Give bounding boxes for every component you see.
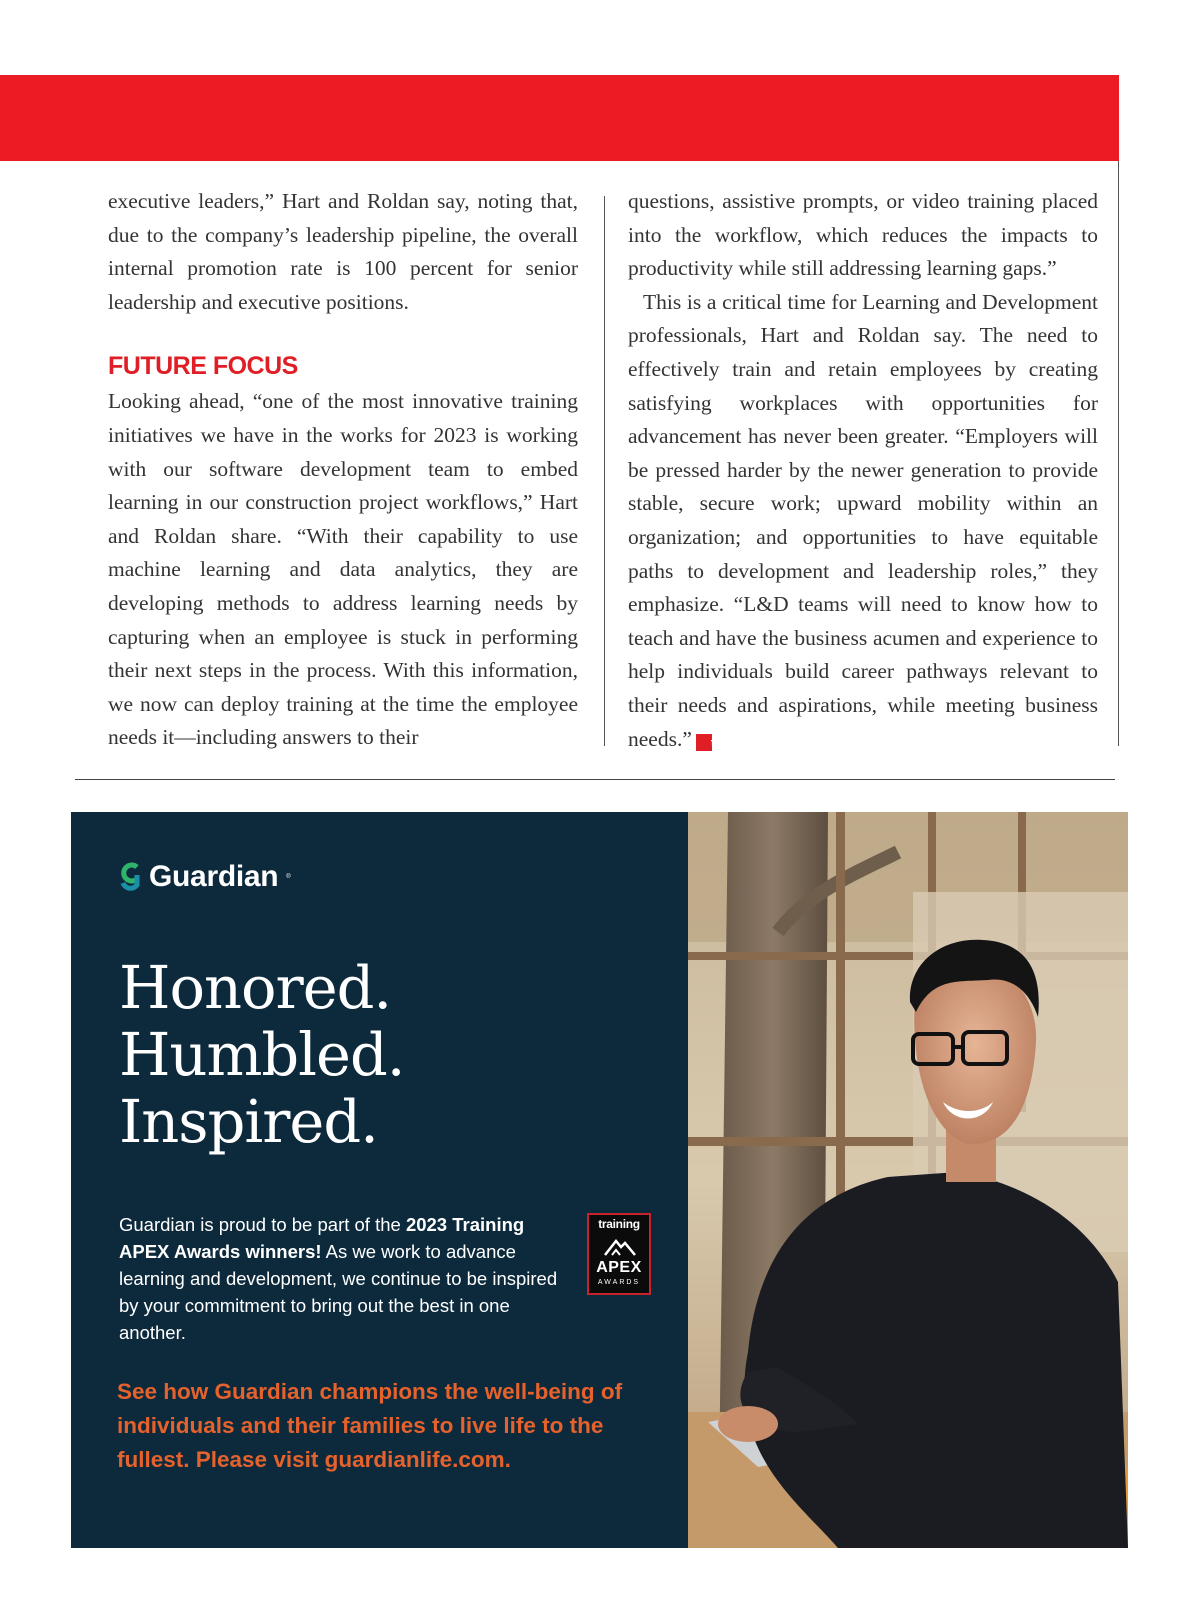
article-paragraph: Looking ahead, “one of the most innovative training initiatives we have in the works for 2023 is working with our software development team to embed learning in our construction project workflows,” Hart and Roldan share. “With their capability to use machine learning and data analytics, they are developing methods to address learning needs by capturing when an employee is stuck in performing their next steps in the process. With this information, we now can deploy training at the time the employee needs it—including answers to their xyxy=(108,389,578,750)
training-apex-awards-badge xyxy=(587,1213,651,1295)
page-divider xyxy=(75,779,1115,780)
article-left-column xyxy=(108,185,578,755)
mountain-icon xyxy=(603,1235,637,1257)
ad-call-to-action: See how Guardian champions the well-being of individuals and their families to live life to the fullest. Please visit guardianlife.com. xyxy=(117,1379,623,1472)
header-red-band xyxy=(0,75,1119,161)
logo-wordmark: Guardian xyxy=(149,860,279,893)
photo-illustration xyxy=(688,812,1128,1548)
section-heading: FUTURE FOCUS xyxy=(108,352,298,381)
headline-line: Humbled. xyxy=(119,1020,405,1089)
ad-photo-smiling-man-at-laptop xyxy=(688,812,1128,1548)
article-paragraph-text: This is a critical time for Learning and Development professionals, Hart and Roldan say. The need to effectively train and retain employees by creating satisfying workplaces with opportunities for advancement has never been greater. “Employers will be pressed harder by the newer generation to provide stable, secure work; upward mobility within an organization; and opportunities to have equitable paths to development and leadership roles,” they emphasize. “L&D teams will need to know how to teach and have the business acumen and experience to help individuals build career pathways relevant to their needs and aspirations, while meeting business needs.” xyxy=(628,289,1098,751)
headline-line: Honored. xyxy=(119,953,392,1022)
article-paragraph: questions, assistive prompts, or video training placed into the workflow, which reduces the impacts to productivity while still addressing learning gaps.” xyxy=(628,189,1098,281)
ad-headline xyxy=(119,954,404,1155)
column-divider xyxy=(604,196,605,746)
headline-line: Inspired. xyxy=(119,1087,378,1156)
article-paragraph: executive leaders,” Hart and Roldan say, noting that, due to the company’s leadership pipeline, the overall internal promotion rate is 100 percent for senior leadership and executive positions. xyxy=(108,189,578,314)
article-right-column xyxy=(628,185,1098,756)
badge-training-label: training xyxy=(598,1217,640,1231)
article-paragraph xyxy=(628,286,1098,756)
right-margin-rule xyxy=(1118,161,1119,746)
body-text: Guardian is proud to be part of the xyxy=(119,1214,406,1235)
guardian-advertisement xyxy=(71,812,1128,1548)
ad-text-panel xyxy=(71,812,688,1548)
logo-trademark: ® xyxy=(286,874,291,880)
guardian-g-icon xyxy=(119,861,141,893)
guardian-logo xyxy=(119,860,291,894)
badge-apex-label: APEX xyxy=(596,1259,642,1276)
body-text-bold: 2023 Training APEX Awards winners! xyxy=(119,1214,525,1262)
badge-awards-label: AWARDS xyxy=(597,1279,641,1286)
body-text: As we work to advance learning and development, we continue to be inspired by your commitment to bring out the best in one another. xyxy=(119,1241,558,1343)
end-of-article-mark-icon: t xyxy=(696,734,712,751)
ad-body-copy xyxy=(119,1211,569,1346)
